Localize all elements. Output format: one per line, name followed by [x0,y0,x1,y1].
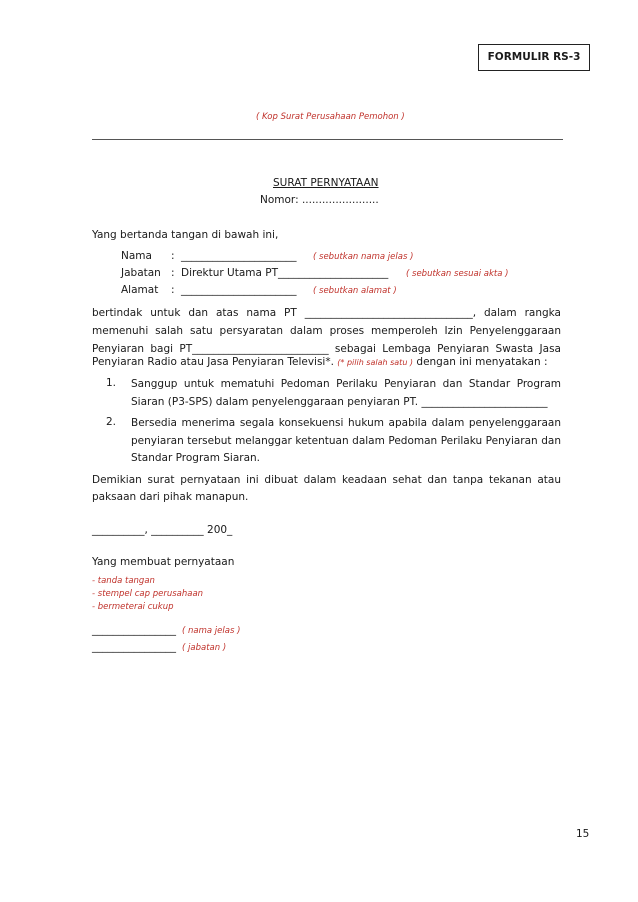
body-line-3: Penyiaran bagi PT__________________________ sebagai Lembaga Penyiaran Swasta Jasa [92,343,561,355]
item-number-1: 1. [106,377,117,389]
body-line-4-text: Penyiaran Radio atau Jasa Penyiaran Televisi*. [92,356,334,368]
body-line-4-text-end: dengan ini menyatakan : [416,356,548,368]
signer-label: Yang membuat pernyataan [92,556,235,568]
field-sep: : [171,250,175,262]
sign-line-position: ________________ [92,641,176,653]
item-1-line-2: Siaran (P3-SPS) dalam penyelenggaraan penyiaran PT. ________________________ [131,396,548,408]
field-label-nama: Nama [121,250,152,262]
field-sep: : [171,267,175,279]
item-1-line-1: Sanggup untuk mematuhi Pedoman Perilaku Penyiaran dan Standar Program [131,378,561,390]
field-sep: : [171,284,175,296]
letterhead-divider [92,139,563,140]
note-signature: - tanda tangan [92,576,155,586]
field-label-alamat: Alamat [121,284,159,296]
document-number: Nomor: ....................... [260,194,379,206]
sign-hint-position: ( jabatan ) [182,643,227,653]
body-line-4-hint: (* pilih salah satu ) [337,358,414,367]
note-duty-stamp: - bermeterai cukup [92,602,174,612]
field-hint-jabatan: ( sebutkan sesuai akta ) [406,269,509,279]
field-value-alamat: ______________________ [181,284,297,296]
sign-hint-name: ( nama jelas ) [182,626,241,636]
body-line-4 [92,356,548,368]
document-title: SURAT PERNYATAAN [273,177,379,189]
closing-line-1: Demikian surat pernyataan ini dibuat dalam keadaan sehat dan tanpa tekanan atau [92,474,561,486]
field-value-jabatan: Direktur Utama PT_____________________ [181,267,389,279]
sign-line-name: ________________ [92,624,176,636]
item-2-line-2: penyiaran tersebut melanggar ketentuan dalam Pedoman Perilaku Penyiaran dan [131,435,561,447]
item-2-line-3: Standar Program Siaran. [131,452,261,464]
body-line-2: memenuhi salah satu persyaratan dalam proses memperoleh Izin Penyelenggaraan [92,325,561,337]
body-line-1: bertindak untuk dan atas nama PT ________________________________, dalam rangka [92,307,561,319]
field-value-nama: ______________________ [181,250,297,262]
page-number: 15 [576,828,590,840]
letterhead-placeholder: ( Kop Surat Perusahaan Pemohon ) [256,112,405,122]
field-hint-alamat: ( sebutkan alamat ) [313,286,397,296]
field-label-jabatan: Jabatan [121,267,161,279]
form-label-box: FORMULIR RS-3 [478,44,590,71]
intro-text: Yang bertanda tangan di bawah ini, [92,229,279,241]
note-stamp: - stempel cap perusahaan [92,589,204,599]
field-hint-nama: ( sebutkan nama jelas ) [313,252,414,262]
item-2-line-1: Bersedia menerima segala konsekuensi hukum apabila dalam penyelenggaraan [131,417,561,429]
item-number-2: 2. [106,416,117,428]
closing-line-2: paksaan dari pihak manapun. [92,491,249,503]
date-line: __________, __________ 200_ [92,524,233,536]
